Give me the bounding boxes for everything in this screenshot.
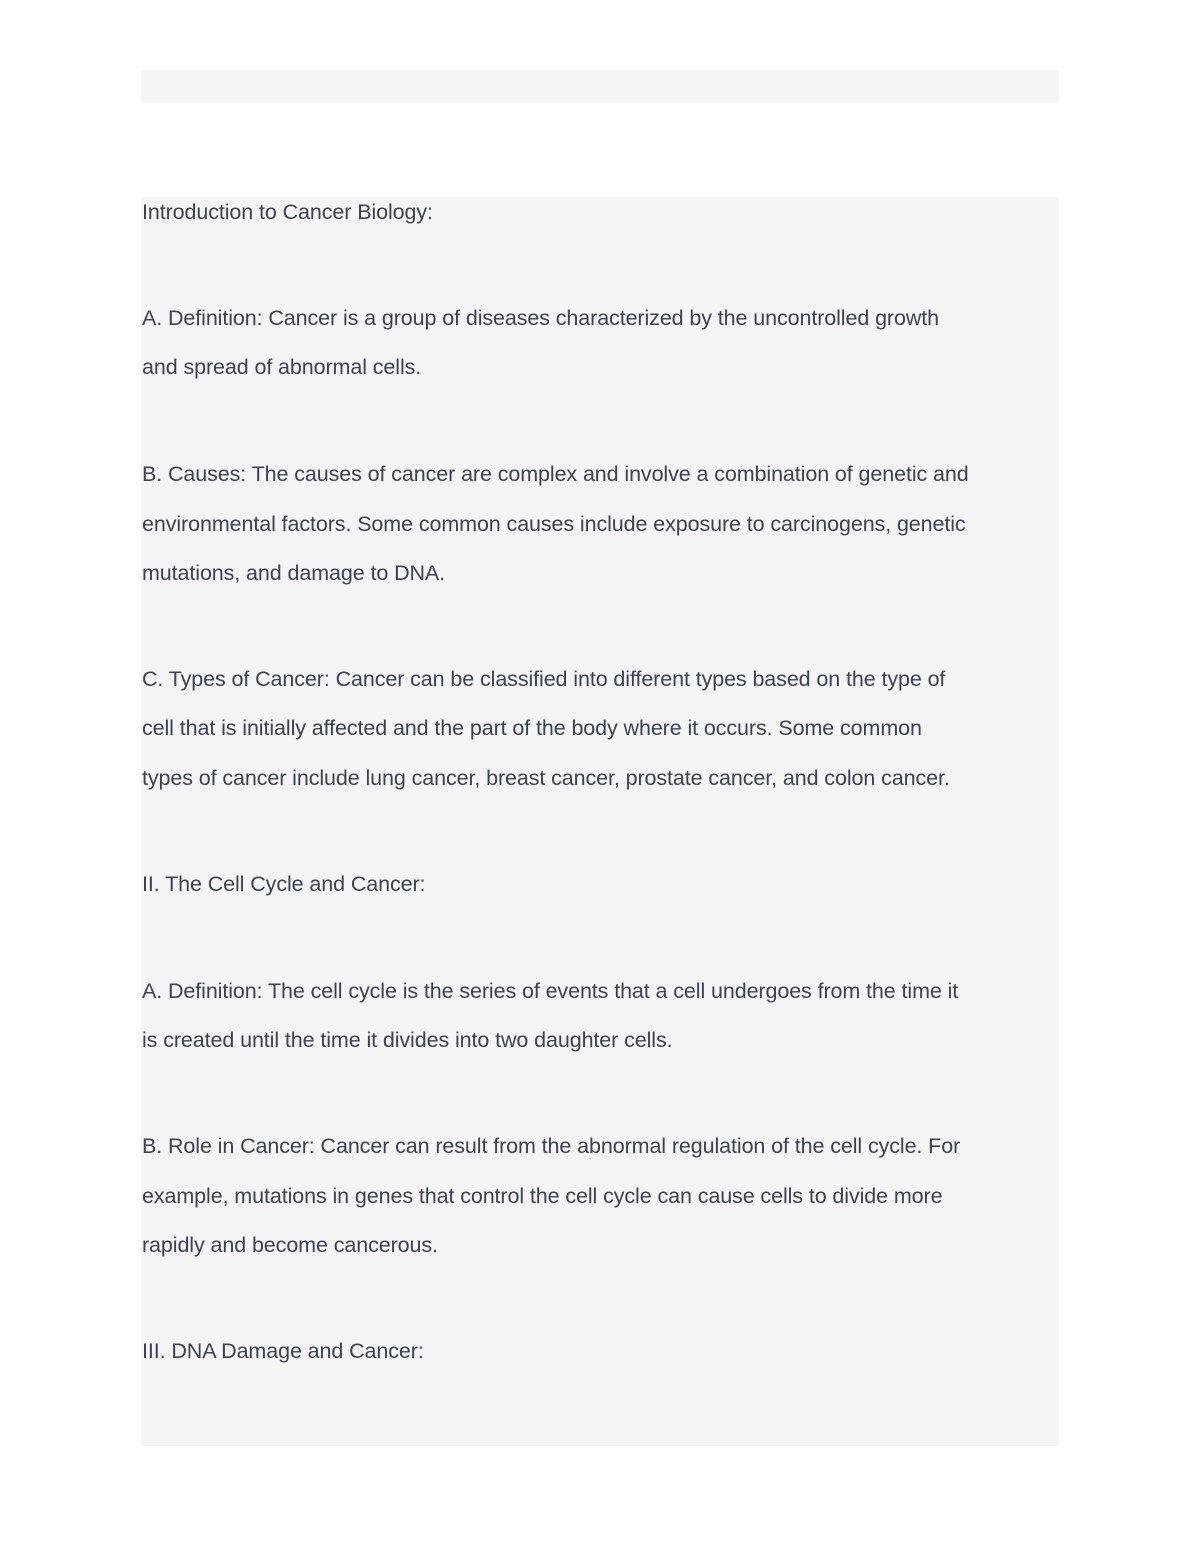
- paragraph-definition-line: and spread of abnormal cells.: [142, 355, 422, 379]
- section-heading-dna-damage: III. DNA Damage and Cancer:: [142, 1339, 424, 1363]
- section-heading-intro: Introduction to Cancer Biology:: [142, 200, 433, 224]
- paragraph-cell-cycle-role-line: example, mutations in genes that control the cell cycle can cause cells to divide more: [142, 1184, 943, 1208]
- paragraph-types-line: types of cancer include lung cancer, breast cancer, prostate cancer, and colon cancer.: [142, 766, 950, 790]
- paragraph-definition-line: A. Definition: Cancer is a group of diseases characterized by the uncontrolled growth: [142, 306, 939, 330]
- paragraph-cell-cycle-role-line: rapidly and become cancerous.: [142, 1233, 438, 1257]
- paragraph-types-line: cell that is initially affected and the part of the body where it occurs. Some common: [142, 716, 922, 740]
- paragraph-causes-line: environmental factors. Some common causes include exposure to carcinogens, genetic: [142, 512, 966, 536]
- paragraph-cell-cycle-definition-line: is created until the time it divides into two daughter cells.: [142, 1028, 673, 1052]
- section-heading-cell-cycle: II. The Cell Cycle and Cancer:: [142, 872, 426, 896]
- paragraph-cell-cycle-role-line: B. Role in Cancer: Cancer can result from the abnormal regulation of the cell cycle. For: [142, 1134, 961, 1158]
- paragraph-causes-line: mutations, and damage to DNA.: [142, 561, 446, 585]
- paragraph-types-line: C. Types of Cancer: Cancer can be classified into different types based on the type of: [142, 667, 946, 691]
- paragraph-causes-line: B. Causes: The causes of cancer are complex and involve a combination of genetic and: [142, 462, 969, 486]
- top-header-band: [141, 70, 1059, 103]
- paragraph-cell-cycle-definition-line: A. Definition: The cell cycle is the series of events that a cell undergoes from the time it: [142, 979, 959, 1003]
